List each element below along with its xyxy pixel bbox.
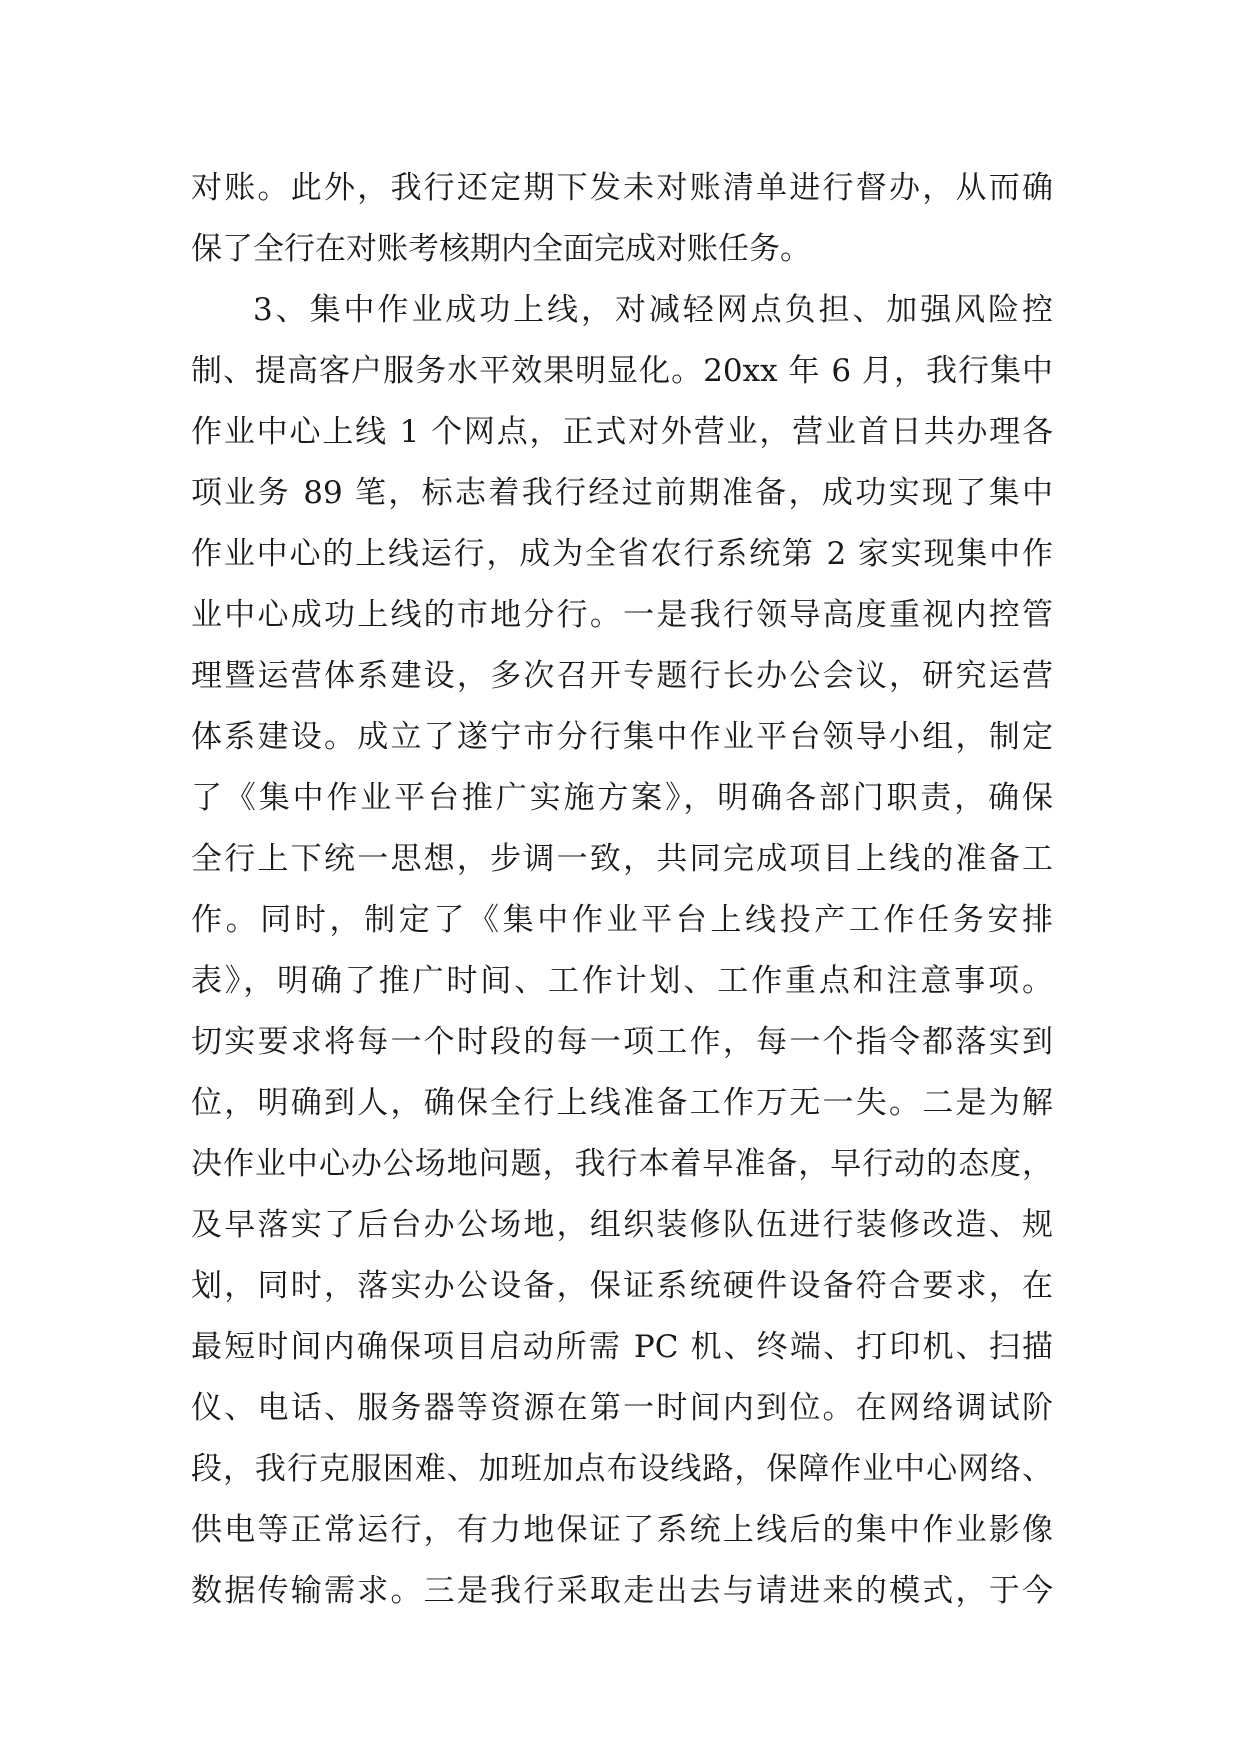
text-line: 决作业中心办公场地问题，我行本着早准备，早行动的态度， <box>191 1146 1053 1182</box>
text-line: 保了全行在对账考核期内全面完成对账任务。 <box>191 231 811 267</box>
text-line: 3、集中作业成功上线，对减轻网点负担、加强风险控 <box>253 292 1053 328</box>
text-line: 体系建设。成立了遂宁市分行集中作业平台领导小组，制定 <box>191 719 1053 755</box>
text-line: 划，同时，落实办公设备，保证系统硬件设备符合要求，在 <box>191 1268 1053 1304</box>
text-line: 项业务 89 笔，标志着我行经过前期准备，成功实现了集中 <box>191 475 1053 511</box>
text-line: 了《集中作业平台推广实施方案》，明确各部门职责，确保 <box>191 780 1053 816</box>
text-line: 作。同时，制定了《集中作业平台上线投产工作任务安排 <box>191 902 1053 938</box>
text-line: 数据传输需求。三是我行采取走出去与请进来的模式，于今 <box>191 1573 1053 1609</box>
text-line: 及早落实了后台办公场地，组织装修队伍进行装修改造、规 <box>191 1207 1053 1243</box>
text-line: 业中心成功上线的市地分行。一是我行领导高度重视内控管 <box>191 597 1053 633</box>
text-line: 表》，明确了推广时间、工作计划、工作重点和注意事项。 <box>191 963 1053 999</box>
text-line: 位，明确到人，确保全行上线准备工作万无一失。二是为解 <box>191 1085 1053 1121</box>
text-line: 切实要求将每一个时段的每一项工作，每一个指令都落实到 <box>191 1024 1053 1060</box>
text-line: 供电等正常运行，有力地保证了系统上线后的集中作业影像 <box>191 1512 1053 1548</box>
body-text <box>191 158 1053 1622</box>
text-line: 段，我行克服困难、加班加点布设线路，保障作业中心网络、 <box>191 1451 1053 1487</box>
text-line: 对账。此外，我行还定期下发未对账清单进行督办，从而确 <box>191 170 1053 206</box>
text-line: 全行上下统一思想，步调一致，共同完成项目上线的准备工 <box>191 841 1053 877</box>
text-line: 作业中心上线 1 个网点，正式对外营业，营业首日共办理各 <box>191 414 1053 450</box>
text-line: 作业中心的上线运行，成为全省农行系统第 2 家实现集中作 <box>191 536 1053 572</box>
text-line: 制、提高客户服务水平效果明显化。20xx 年 6 月，我行集中 <box>191 353 1053 389</box>
text-line: 最短时间内确保项目启动所需 PC 机、终端、打印机、扫描 <box>191 1329 1053 1365</box>
text-line: 仪、电话、服务器等资源在第一时间内到位。在网络调试阶 <box>191 1390 1053 1426</box>
text-line: 理暨运营体系建设，多次召开专题行长办公会议，研究运营 <box>191 658 1053 694</box>
